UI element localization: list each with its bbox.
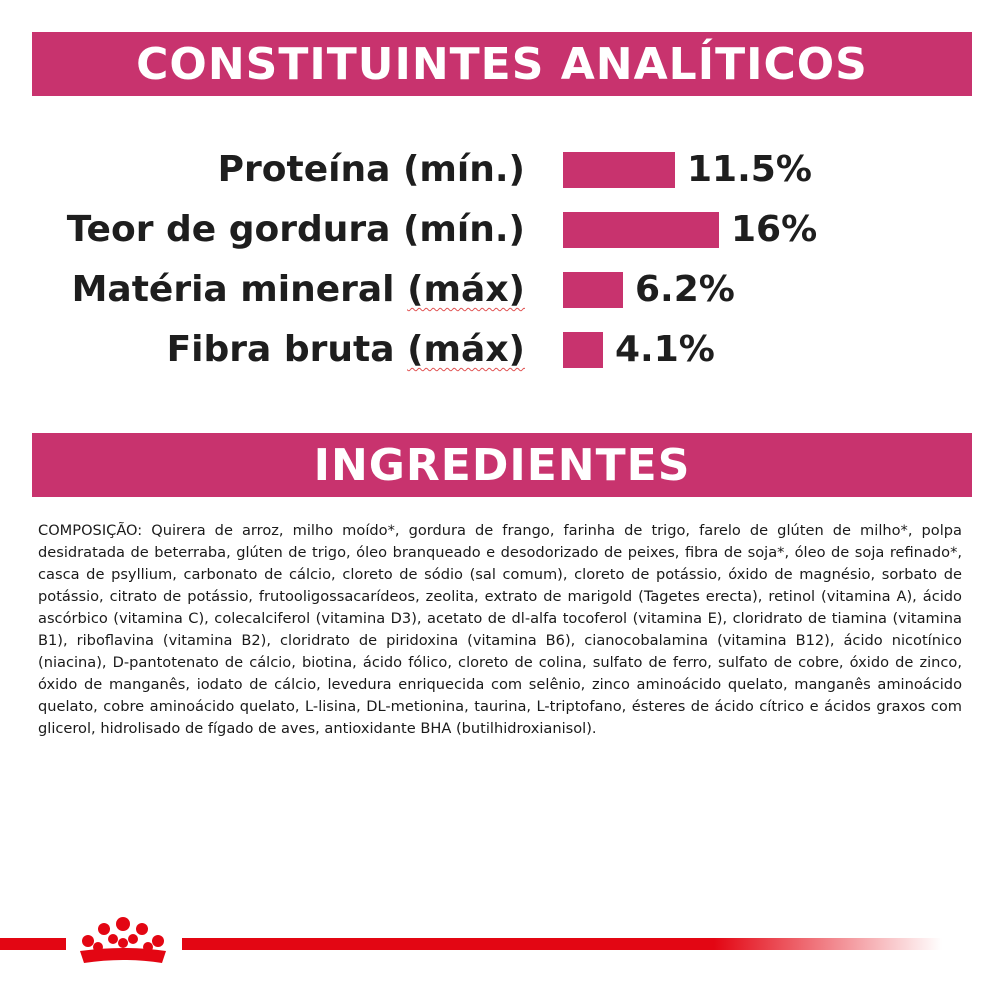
constituent-bar bbox=[563, 212, 719, 248]
analytic-constituents-title: CONSTITUINTES ANALÍTICOS bbox=[136, 38, 868, 90]
constituent-bar bbox=[563, 272, 623, 308]
analytic-constituents-chart bbox=[0, 140, 1000, 380]
ingredients-header bbox=[32, 433, 972, 497]
constituent-value: 11.5% bbox=[687, 149, 812, 190]
constituent-label: Matéria mineral (máx) bbox=[71, 269, 525, 310]
footer-line-left bbox=[0, 938, 66, 950]
constituent-bar bbox=[563, 332, 603, 368]
constituent-row-fiber bbox=[0, 325, 1000, 375]
ingredients-title: INGREDIENTES bbox=[313, 439, 691, 491]
constituent-value: 16% bbox=[731, 209, 818, 250]
constituent-row-protein bbox=[0, 145, 1000, 195]
crown-icon bbox=[68, 915, 178, 975]
constituent-label: Teor de gordura (mín.) bbox=[66, 209, 525, 250]
constituent-bar bbox=[563, 152, 675, 188]
constituent-row-fat bbox=[0, 205, 1000, 255]
constituent-row-mineral bbox=[0, 265, 1000, 315]
composition-text: COMPOSIÇÃO: Quirera de arroz, milho moído*, gordura de frango, farinha de trigo, farelo de glúten de milho*, polpa desidratada de beterraba, glúten de trigo, óleo branqueado e desodorizado de peixes, fibra de soja*, óleo de soja refinado*, casca de psyllium, carbonato de cálcio, cloreto de sódio (sal comum), cloreto de potássio, óxido de magnésio, sorbato de potássio, citrato de potássio, frutooligossacarídeos, zeolita, extrato de marigold (Tagetes erecta), retinol (vitamina A), ácido ascórbico (vitamina C), colecalciferol (vitamina D3), acetato de dl-alfa tocoferol (vitamina E), cloridrato de tiamina (vitamina B1), riboflavina (vitamina B2), cloridrato de piridoxina (vitamina B6), cianocobalamina (vitamina B12), ácido nicotínico (niacina), D-pantotenato de cálcio, biotina, ácido fólico, cloreto de colina, sulfato de ferro, sulfato de cobre, óxido de zinco, óxido de manganês, iodato de cálcio, levedura enriquecida com selênio, zinco aminoácido quelato, manganês aminoácido quelato, cobre aminoácido quelato, L-lisina, DL-metionina, taurina, L-triptofano, ésteres de ácido cítrico e ácidos graxos com glicerol, hidrolisado de fígado de aves, antioxidante BHA (butilhidroxianisol). bbox=[38, 522, 962, 737]
footer-line-right bbox=[182, 938, 942, 950]
constituent-label: Proteína (mín.) bbox=[217, 149, 525, 190]
constituent-value: 4.1% bbox=[615, 329, 715, 370]
constituent-value: 6.2% bbox=[635, 269, 735, 310]
analytic-constituents-header bbox=[32, 32, 972, 96]
constituent-label: Fibra bruta (máx) bbox=[166, 329, 525, 370]
